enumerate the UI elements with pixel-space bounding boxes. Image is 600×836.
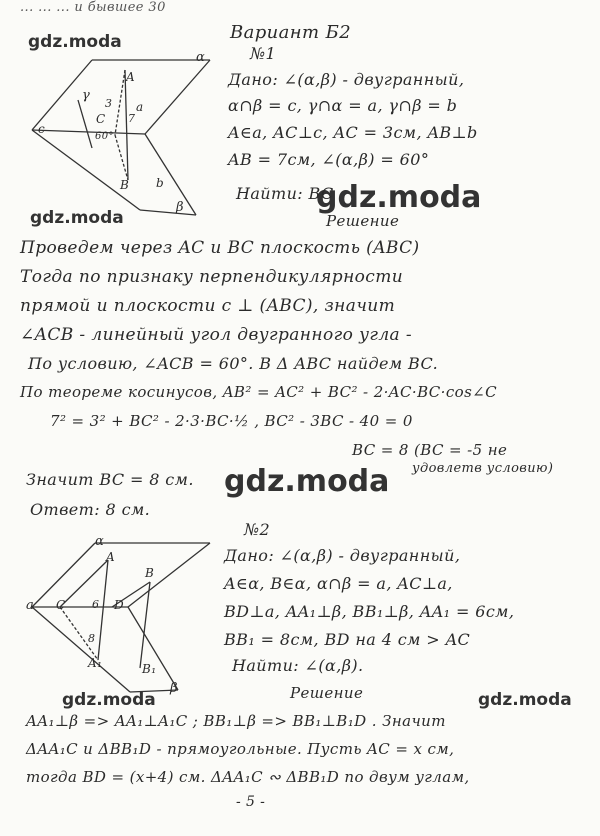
fig2-label-A: A	[106, 550, 116, 564]
problem1-solution-line: По условию, ∠ACB = 60°. В Δ ABC найдем BC.	[28, 354, 439, 373]
fig2-label-A1: A₁	[88, 656, 103, 670]
watermark: gdz.moda	[30, 208, 124, 228]
figure-2-dihedral-angle	[32, 543, 210, 692]
problem1-solution-line: ∠ACB - линейный угол двугранного угла -	[20, 325, 413, 345]
fig1-label-60: 60°	[95, 131, 114, 142]
watermark: gdz.moda	[316, 180, 482, 215]
fig1-label-b: b	[156, 176, 165, 190]
fig2-label-8: 8	[88, 632, 96, 645]
fig1-label-B: B	[120, 178, 130, 192]
header-fragment: ... ... ... и бывшее 30	[20, 0, 166, 15]
problem2-given-line: BB₁ = 8см, BD на 4 см > AC	[224, 630, 471, 649]
watermark: gdz.moda	[224, 464, 390, 499]
fig2-label-D: D	[114, 598, 125, 612]
problem1-given-line: AB = 7см, ∠(α,β) = 60°	[228, 150, 430, 169]
problem1-number: №1	[250, 44, 277, 63]
variant-title: Вариант Б2	[230, 22, 352, 43]
problem1-solution-line: Значит BC = 8 см.	[26, 470, 194, 489]
problem2-given-line: Дано: ∠(α,β) - двугранный,	[224, 546, 461, 565]
problem2-solution-title: Решение	[290, 684, 364, 702]
fig2-label-a: a	[26, 598, 35, 613]
fig2-label-B: B	[145, 566, 155, 580]
fig2-label-6: 6	[92, 598, 100, 611]
problem1-solution-line: По теореме косинусов, AB² = AC² + BC² - 2·AC·BC·cos∠C	[20, 383, 498, 401]
fig1-label-gamma: γ	[82, 88, 91, 103]
problem2-solution-line: AA₁⊥β => AA₁⊥A₁C ; BB₁⊥β => BB₁⊥B₁D . Значит	[26, 712, 446, 730]
problem1-solution-title: Решение	[326, 212, 400, 230]
fig1-label-beta: β	[176, 200, 184, 215]
problem1-solution-line: BC = 8 (BC = -5 не	[352, 441, 508, 459]
problem1-solution-line: Проведем через AC и BC плоскость (ABC)	[20, 238, 420, 258]
watermark: gdz.moda	[62, 690, 156, 710]
problem1-solution-line: 7² = 3² + BC² - 2·3·BC·½ , BC² - 3BC - 40 = 0	[50, 412, 413, 430]
problem1-given-line: Дано: ∠(α,β) - двугранный,	[228, 70, 465, 89]
fig2-label-B1: B₁	[142, 662, 157, 676]
problem1-solution-line: Тогда по признаку перпендикулярности	[20, 267, 404, 287]
fig1-label-7: 7	[128, 112, 136, 125]
page-number: - 5 -	[236, 794, 266, 810]
problem2-number: №2	[244, 520, 271, 539]
fig1-label-alpha: α	[196, 50, 206, 65]
problem1-given-line: α∩β = c, γ∩α = a, γ∩β = b	[228, 96, 458, 115]
problem1-answer: Ответ: 8 см.	[30, 500, 151, 519]
problem2-solution-line: ΔAA₁C и ΔBB₁D - прямоугольные. Пусть AC = x см,	[26, 740, 455, 758]
watermark: gdz.moda	[28, 32, 122, 52]
watermark: gdz.moda	[478, 690, 572, 710]
fig2-label-beta: β	[170, 681, 178, 696]
problem2-solution-line: тогда BD = (x+4) см. ΔAA₁C ∾ ΔBB₁D по двум углам,	[26, 768, 470, 786]
fig2-label-C: C	[56, 598, 66, 612]
problem2-given-line: BD⊥a, AA₁⊥β, BB₁⊥β, AA₁ = 6см,	[224, 602, 515, 621]
fig1-label-C: C	[96, 112, 106, 126]
fig1-label-A: A	[126, 70, 136, 84]
problem2-find: Найти: ∠(α,β).	[232, 656, 364, 675]
problem1-solution-line: удовлетв условию)	[412, 461, 554, 476]
fig1-label-c: c	[38, 122, 46, 136]
fig2-label-alpha: α	[95, 534, 105, 549]
problem1-given-line: A∈a, AC⊥c, AC = 3см, AB⊥b	[228, 123, 478, 142]
problem1-solution-line: прямой и плоскости c ⊥ (ABC), значит	[20, 296, 396, 316]
fig1-label-3: 3	[105, 97, 113, 110]
fig1-label-a: a	[136, 100, 144, 114]
problem1-find: Найти: BC	[236, 184, 334, 203]
problem2-given-line: A∈α, B∈α, α∩β = a, AC⊥a,	[224, 574, 453, 593]
